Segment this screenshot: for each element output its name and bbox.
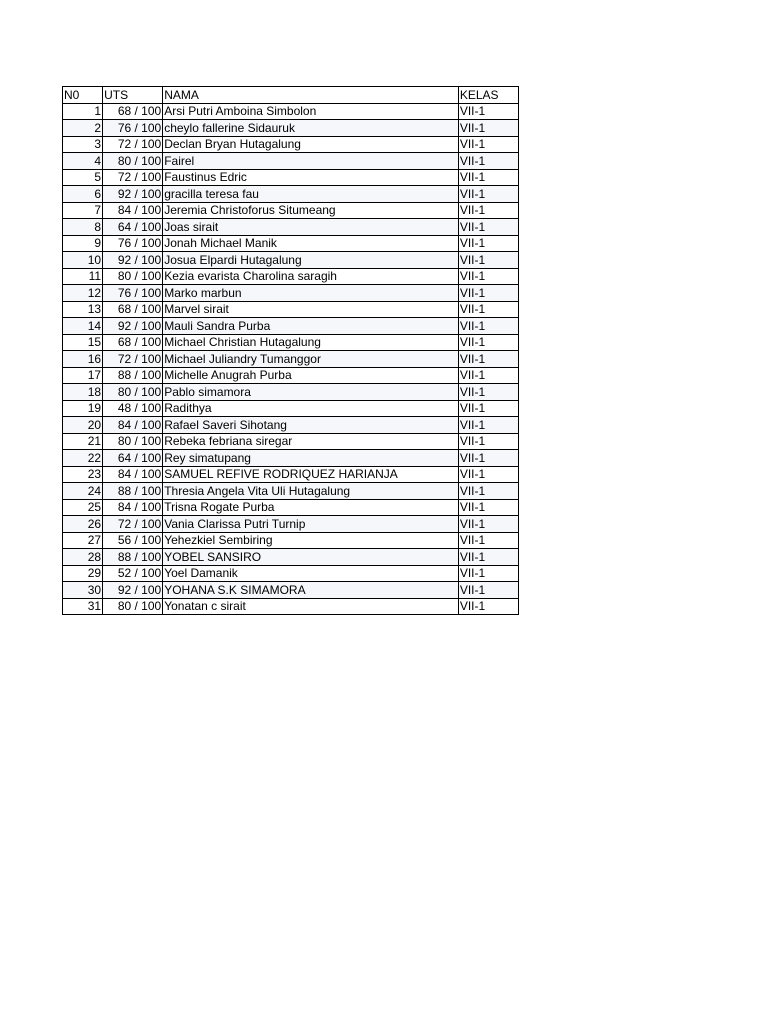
table-row — [63, 268, 519, 285]
cell-no: 5 — [63, 169, 103, 186]
table-row — [63, 417, 519, 434]
cell-kelas: VII-1 — [458, 582, 518, 599]
table-header — [63, 87, 519, 104]
cell-uts: 76 / 100 — [103, 120, 163, 137]
cell-nama: Rey simatupang — [163, 450, 459, 467]
cell-kelas: VII-1 — [458, 384, 518, 401]
cell-no: 20 — [63, 417, 103, 434]
cell-no: 28 — [63, 549, 103, 566]
cell-no: 31 — [63, 598, 103, 615]
table-row — [63, 367, 519, 384]
table-row — [63, 120, 519, 137]
cell-no: 1 — [63, 103, 103, 120]
table-body — [63, 103, 519, 615]
cell-kelas: VII-1 — [458, 351, 518, 368]
cell-nama: Rebeka febriana siregar — [163, 433, 459, 450]
cell-kelas: VII-1 — [458, 334, 518, 351]
cell-no: 15 — [63, 334, 103, 351]
cell-nama: Mauli Sandra Purba — [163, 318, 459, 335]
table-row — [63, 235, 519, 252]
cell-no: 9 — [63, 235, 103, 252]
cell-kelas: VII-1 — [458, 252, 518, 269]
cell-uts: 88 / 100 — [103, 483, 163, 500]
header-no: N0 — [63, 87, 103, 104]
header-row — [63, 87, 519, 104]
cell-nama: Josua Elpardi Hutagalung — [163, 252, 459, 269]
cell-kelas: VII-1 — [458, 565, 518, 582]
cell-kelas: VII-1 — [458, 169, 518, 186]
cell-no: 24 — [63, 483, 103, 500]
header-nama: NAMA — [163, 87, 459, 104]
table-row — [63, 532, 519, 549]
table-row — [63, 598, 519, 615]
cell-uts: 80 / 100 — [103, 598, 163, 615]
cell-no: 26 — [63, 516, 103, 533]
table-row — [63, 450, 519, 467]
table-row — [63, 565, 519, 582]
cell-no: 23 — [63, 466, 103, 483]
cell-nama: Jeremia Christoforus Situmeang — [163, 202, 459, 219]
cell-no: 7 — [63, 202, 103, 219]
table-row — [63, 136, 519, 153]
cell-nama: Trisna Rogate Purba — [163, 499, 459, 516]
table-row — [63, 400, 519, 417]
cell-kelas: VII-1 — [458, 136, 518, 153]
cell-no: 29 — [63, 565, 103, 582]
cell-no: 19 — [63, 400, 103, 417]
cell-no: 8 — [63, 219, 103, 236]
cell-no: 12 — [63, 285, 103, 302]
cell-no: 27 — [63, 532, 103, 549]
header-uts: UTS — [103, 87, 163, 104]
cell-kelas: VII-1 — [458, 301, 518, 318]
cell-uts: 76 / 100 — [103, 235, 163, 252]
cell-nama: Fairel — [163, 153, 459, 170]
cell-nama: SAMUEL REFIVE RODRIQUEZ HARIANJA — [163, 466, 459, 483]
table-row — [63, 466, 519, 483]
cell-kelas: VII-1 — [458, 598, 518, 615]
header-kelas: KELAS — [458, 87, 518, 104]
cell-uts: 80 / 100 — [103, 153, 163, 170]
table-row — [63, 318, 519, 335]
cell-uts: 68 / 100 — [103, 334, 163, 351]
cell-no: 10 — [63, 252, 103, 269]
cell-uts: 84 / 100 — [103, 417, 163, 434]
cell-nama: Arsi Putri Amboina Simbolon — [163, 103, 459, 120]
score-table — [62, 86, 519, 615]
cell-uts: 84 / 100 — [103, 202, 163, 219]
cell-kelas: VII-1 — [458, 433, 518, 450]
cell-nama: Kezia evarista Charolina saragih — [163, 268, 459, 285]
cell-nama: Rafael Saveri Sihotang — [163, 417, 459, 434]
cell-uts: 72 / 100 — [103, 136, 163, 153]
cell-nama: Yehezkiel Sembiring — [163, 532, 459, 549]
cell-nama: Michael Juliandry Tumanggor — [163, 351, 459, 368]
cell-no: 22 — [63, 450, 103, 467]
cell-uts: 52 / 100 — [103, 565, 163, 582]
cell-kelas: VII-1 — [458, 235, 518, 252]
table-row — [63, 285, 519, 302]
cell-kelas: VII-1 — [458, 103, 518, 120]
table-row — [63, 499, 519, 516]
cell-uts: 88 / 100 — [103, 549, 163, 566]
cell-kelas: VII-1 — [458, 450, 518, 467]
cell-kelas: VII-1 — [458, 549, 518, 566]
cell-kelas: VII-1 — [458, 318, 518, 335]
cell-kelas: VII-1 — [458, 285, 518, 302]
table-row — [63, 516, 519, 533]
cell-kelas: VII-1 — [458, 516, 518, 533]
cell-nama: YOBEL SANSIRO — [163, 549, 459, 566]
cell-no: 17 — [63, 367, 103, 384]
cell-uts: 80 / 100 — [103, 384, 163, 401]
cell-nama: Jonah Michael Manik — [163, 235, 459, 252]
cell-nama: YOHANA S.K SIMAMORA — [163, 582, 459, 599]
cell-no: 11 — [63, 268, 103, 285]
cell-kelas: VII-1 — [458, 202, 518, 219]
cell-uts: 92 / 100 — [103, 318, 163, 335]
cell-nama: Vania Clarissa Putri Turnip — [163, 516, 459, 533]
cell-kelas: VII-1 — [458, 400, 518, 417]
cell-nama: Yonatan c sirait — [163, 598, 459, 615]
cell-kelas: VII-1 — [458, 466, 518, 483]
table-row — [63, 582, 519, 599]
cell-nama: Michael Christian Hutagalung — [163, 334, 459, 351]
cell-nama: Joas sirait — [163, 219, 459, 236]
table-row — [63, 186, 519, 203]
cell-nama: Marvel sirait — [163, 301, 459, 318]
cell-kelas: VII-1 — [458, 153, 518, 170]
cell-kelas: VII-1 — [458, 268, 518, 285]
table-row — [63, 219, 519, 236]
cell-no: 21 — [63, 433, 103, 450]
cell-nama: Thresia Angela Vita Uli Hutagalung — [163, 483, 459, 500]
cell-kelas: VII-1 — [458, 532, 518, 549]
table-row — [63, 384, 519, 401]
cell-nama: Yoel Damanik — [163, 565, 459, 582]
cell-uts: 80 / 100 — [103, 268, 163, 285]
cell-nama: cheylo fallerine Sidauruk — [163, 120, 459, 137]
cell-nama: Radithya — [163, 400, 459, 417]
cell-kelas: VII-1 — [458, 483, 518, 500]
cell-nama: Marko marbun — [163, 285, 459, 302]
cell-uts: 92 / 100 — [103, 252, 163, 269]
cell-kelas: VII-1 — [458, 417, 518, 434]
table-row — [63, 202, 519, 219]
cell-no: 14 — [63, 318, 103, 335]
cell-uts: 84 / 100 — [103, 499, 163, 516]
cell-no: 13 — [63, 301, 103, 318]
cell-nama: Faustinus Edric — [163, 169, 459, 186]
table-row — [63, 169, 519, 186]
cell-uts: 64 / 100 — [103, 450, 163, 467]
table-row — [63, 252, 519, 269]
table-row — [63, 549, 519, 566]
cell-nama: Declan Bryan Hutagalung — [163, 136, 459, 153]
cell-no: 4 — [63, 153, 103, 170]
table-row — [63, 483, 519, 500]
cell-no: 2 — [63, 120, 103, 137]
cell-uts: 92 / 100 — [103, 186, 163, 203]
table-row — [63, 301, 519, 318]
cell-uts: 68 / 100 — [103, 301, 163, 318]
cell-uts: 76 / 100 — [103, 285, 163, 302]
cell-kelas: VII-1 — [458, 367, 518, 384]
cell-uts: 48 / 100 — [103, 400, 163, 417]
cell-no: 6 — [63, 186, 103, 203]
cell-uts: 80 / 100 — [103, 433, 163, 450]
cell-uts: 68 / 100 — [103, 103, 163, 120]
cell-kelas: VII-1 — [458, 186, 518, 203]
cell-no: 3 — [63, 136, 103, 153]
cell-nama: gracilla teresa fau — [163, 186, 459, 203]
cell-no: 30 — [63, 582, 103, 599]
table-row — [63, 153, 519, 170]
cell-nama: Pablo simamora — [163, 384, 459, 401]
cell-uts: 64 / 100 — [103, 219, 163, 236]
cell-no: 16 — [63, 351, 103, 368]
cell-uts: 72 / 100 — [103, 516, 163, 533]
table-row — [63, 433, 519, 450]
cell-nama: Michelle Anugrah Purba — [163, 367, 459, 384]
cell-uts: 72 / 100 — [103, 169, 163, 186]
cell-uts: 84 / 100 — [103, 466, 163, 483]
cell-no: 18 — [63, 384, 103, 401]
table-row — [63, 351, 519, 368]
cell-uts: 92 / 100 — [103, 582, 163, 599]
table-row — [63, 334, 519, 351]
cell-kelas: VII-1 — [458, 120, 518, 137]
cell-uts: 88 / 100 — [103, 367, 163, 384]
cell-uts: 56 / 100 — [103, 532, 163, 549]
cell-no: 25 — [63, 499, 103, 516]
cell-uts: 72 / 100 — [103, 351, 163, 368]
cell-kelas: VII-1 — [458, 499, 518, 516]
table-row — [63, 103, 519, 120]
cell-kelas: VII-1 — [458, 219, 518, 236]
